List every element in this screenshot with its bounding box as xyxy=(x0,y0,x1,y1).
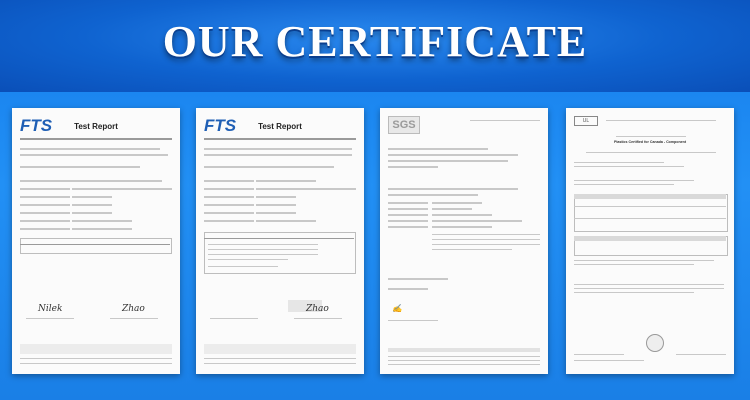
text-line xyxy=(432,244,540,245)
text-line xyxy=(388,214,428,216)
text-line xyxy=(256,188,356,190)
text-line xyxy=(432,214,492,216)
footer-line xyxy=(388,356,540,357)
footer-line xyxy=(388,364,540,365)
text-line xyxy=(574,180,694,181)
table-text xyxy=(208,254,318,255)
text-line xyxy=(20,154,168,156)
text-line xyxy=(72,204,112,206)
text-line xyxy=(72,188,172,190)
text-line xyxy=(388,288,428,290)
certificate-4[interactable] xyxy=(566,108,734,374)
text-line xyxy=(388,166,438,168)
text-line xyxy=(388,188,518,190)
text-line xyxy=(72,228,132,230)
table-header xyxy=(574,236,726,241)
text-line xyxy=(388,208,428,210)
page-title: OUR CERTIFICATE xyxy=(162,17,588,66)
text-line xyxy=(388,226,428,228)
footer-strip xyxy=(20,344,172,354)
table-text xyxy=(208,249,318,250)
certificate-3[interactable] xyxy=(380,108,548,374)
footer-line xyxy=(204,358,356,359)
text-line xyxy=(432,249,512,250)
text-line xyxy=(20,188,70,190)
footer-line xyxy=(676,354,726,355)
text-line xyxy=(574,260,714,261)
text-line xyxy=(388,202,428,204)
text-line xyxy=(574,288,724,289)
text-line xyxy=(256,204,296,206)
text-line xyxy=(574,162,664,163)
text-line xyxy=(388,148,488,150)
text-line xyxy=(204,188,254,190)
text-line xyxy=(432,202,482,204)
table-text xyxy=(208,244,318,245)
text-line xyxy=(20,180,80,182)
footer-strip xyxy=(204,344,356,354)
text-line xyxy=(574,166,684,167)
text-line xyxy=(586,152,716,153)
table-rule xyxy=(574,206,726,207)
text-line xyxy=(574,292,694,293)
signature-right: Zhao xyxy=(306,304,329,314)
text-line xyxy=(204,148,352,150)
text-line xyxy=(388,160,508,162)
signature-rule xyxy=(110,318,158,319)
footer-line xyxy=(204,363,356,364)
footer-line xyxy=(388,360,540,361)
text-line xyxy=(204,212,254,214)
text-line xyxy=(20,212,70,214)
text-line xyxy=(256,180,316,182)
report-heading: Test Report xyxy=(258,122,302,131)
signature-mark: ✍ xyxy=(392,304,402,313)
table-rule xyxy=(574,218,726,219)
text-line xyxy=(616,136,686,137)
text-line xyxy=(388,154,518,156)
report-heading: Test Report xyxy=(74,122,118,131)
fts-logo-text: FTS xyxy=(204,116,237,135)
footer-line xyxy=(574,354,624,355)
text-line xyxy=(20,204,70,206)
footer-line xyxy=(20,363,172,364)
table-text xyxy=(208,259,288,260)
fts-logo-text: FTS xyxy=(20,116,53,135)
text-line xyxy=(574,184,674,185)
text-line xyxy=(432,234,540,235)
text-line xyxy=(20,166,140,168)
text-line xyxy=(432,226,492,228)
text-line xyxy=(432,208,472,210)
text-line xyxy=(204,154,352,156)
text-line xyxy=(20,196,70,198)
certificate-2[interactable] xyxy=(196,108,364,374)
footer-block xyxy=(388,348,540,352)
top-banner xyxy=(0,0,750,92)
table-rule xyxy=(204,238,354,239)
table-header xyxy=(574,194,726,199)
text-line xyxy=(432,239,540,240)
ul-heading: Plastics Certified for Canada - Component xyxy=(613,140,687,144)
signature-rule xyxy=(294,318,342,319)
footer-line xyxy=(574,360,644,361)
text-line xyxy=(204,180,254,182)
text-line xyxy=(388,278,448,280)
text-line xyxy=(470,120,540,121)
text-line xyxy=(204,204,254,206)
text-line xyxy=(72,180,162,182)
globe-stamp xyxy=(646,334,664,352)
text-line xyxy=(72,212,112,214)
text-line xyxy=(256,196,296,198)
footer-line xyxy=(20,358,172,359)
property-table xyxy=(574,194,728,232)
signature-right: Zhao xyxy=(122,304,145,314)
sgs-logo: SGS xyxy=(388,116,420,134)
signature-rule xyxy=(388,320,438,321)
certificate-1[interactable] xyxy=(12,108,180,374)
text-line xyxy=(432,220,522,222)
text-line xyxy=(388,220,428,222)
table-rule xyxy=(20,244,170,245)
text-line xyxy=(20,220,70,222)
result-table xyxy=(20,238,172,254)
text-line xyxy=(204,166,334,168)
text-line xyxy=(256,220,316,222)
divider xyxy=(204,138,356,140)
table-text xyxy=(208,266,278,267)
ul-logo: UL xyxy=(574,116,598,126)
text-line xyxy=(606,120,716,121)
text-line xyxy=(574,264,694,265)
text-line xyxy=(204,220,254,222)
divider xyxy=(20,138,172,140)
text-line xyxy=(574,284,724,285)
signature-left: Nilek xyxy=(38,304,63,314)
text-line xyxy=(388,194,478,196)
text-line xyxy=(72,220,132,222)
text-line xyxy=(204,196,254,198)
text-line xyxy=(20,228,70,230)
text-line xyxy=(20,148,160,150)
text-line xyxy=(256,212,296,214)
signature-rule xyxy=(210,318,258,319)
signature-rule xyxy=(26,318,74,319)
text-line xyxy=(72,196,112,198)
